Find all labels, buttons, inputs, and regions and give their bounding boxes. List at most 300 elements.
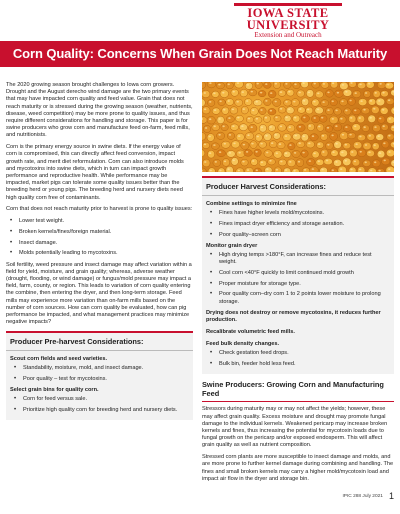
corn-kernel xyxy=(207,116,215,124)
corn-kernel xyxy=(352,159,360,166)
corn-kernel xyxy=(307,159,315,166)
corn-kernel xyxy=(386,98,394,105)
kernel-highlight xyxy=(317,93,319,95)
kernel-highlight xyxy=(332,100,334,102)
kernel-highlight xyxy=(345,160,347,162)
corn-kernel xyxy=(283,133,291,141)
kernel-highlight xyxy=(252,109,254,111)
corn-kernel xyxy=(230,124,238,131)
corn-kernel xyxy=(292,115,300,122)
corn-kernel xyxy=(245,133,254,140)
kernel-highlight xyxy=(252,160,254,162)
list-item: • Corn for feed versus sale. xyxy=(14,396,189,403)
kernel-highlight xyxy=(309,125,311,127)
kernel-highlight xyxy=(247,84,249,86)
kernel-highlight xyxy=(238,135,240,137)
swine-paragraph-1: Stressors during maturity may or may not affect the yields; however, these may affect grain quality. Excess moisture and drought may promote fungal damage to the individual kernels. Weakened pericarp may increase broken kernels and fines, thus increasing the potential for mycotoxin loads due to fungal growth on the pericarp and/or exposed endosperm. This will affect grain quality as well as nutrient composition. xyxy=(202,406,388,449)
corn-kernels-photo xyxy=(202,82,394,172)
kernel-highlight xyxy=(335,143,337,145)
kernel-highlight xyxy=(332,118,334,120)
kernel-highlight xyxy=(349,100,351,102)
corn-kernel xyxy=(321,149,328,157)
kernel-highlight xyxy=(382,92,384,94)
corn-kernel xyxy=(274,115,281,122)
kernel-highlight xyxy=(288,108,290,110)
corn-kernel xyxy=(284,115,291,122)
kernel-highlight xyxy=(373,108,375,110)
corn-kernel xyxy=(217,132,225,139)
kernel-highlight xyxy=(342,84,344,86)
kernel-highlight xyxy=(224,161,226,163)
kernel-highlight xyxy=(314,83,316,85)
list-item: • High drying temps >180°F, can increase fines and reduce test weight. xyxy=(210,252,390,266)
list-item: • Bulk bin, feeder hold less feed. xyxy=(210,361,390,368)
corn-kernel xyxy=(283,151,291,158)
corn-kernel xyxy=(334,108,342,115)
kernel-highlight xyxy=(368,83,370,85)
kernel-highlight xyxy=(327,127,329,129)
publication-id: IPIC 288 July 2021 xyxy=(342,493,383,499)
corn-kernel xyxy=(272,99,281,107)
kernel-highlight xyxy=(228,100,230,102)
list-item: • Lower test weight. xyxy=(10,218,193,225)
kernel-highlight xyxy=(383,142,385,144)
corn-kernel xyxy=(202,150,205,157)
harvest-sub-1: Combine settings to minimize fine xyxy=(206,201,297,207)
kernel-highlight xyxy=(241,125,243,127)
corn-kernel xyxy=(241,142,249,150)
corn-kernel xyxy=(236,168,244,172)
corn-kernel xyxy=(277,142,285,149)
corn-kernel xyxy=(343,89,352,96)
corn-kernel xyxy=(226,82,233,89)
kernel-highlight xyxy=(387,84,389,86)
kernel-highlight xyxy=(280,91,282,93)
right-column-top xyxy=(202,176,394,487)
kernel-highlight xyxy=(265,83,267,85)
kernel-highlight xyxy=(265,135,267,137)
corn-kernel xyxy=(264,98,272,106)
corn-kernel xyxy=(255,82,262,89)
corn-kernel xyxy=(373,124,381,132)
corn-kernel xyxy=(248,124,257,132)
corn-kernel xyxy=(208,99,215,106)
kernel-highlight xyxy=(232,125,234,127)
kernel-highlight xyxy=(354,110,356,112)
kernel-highlight xyxy=(355,143,357,145)
kernel-highlight xyxy=(204,144,206,146)
corn-kernel xyxy=(352,124,361,131)
corn-kernel xyxy=(241,106,248,114)
kernel-highlight xyxy=(247,134,249,136)
corn-kernel xyxy=(263,82,271,88)
kernel-highlight xyxy=(271,142,273,144)
corn-kernel xyxy=(391,160,394,167)
kernel-highlight xyxy=(307,109,309,111)
kernel-highlight xyxy=(219,100,221,102)
kernel-highlight xyxy=(354,125,356,127)
kernel-highlight xyxy=(355,92,357,94)
corn-kernel xyxy=(218,168,225,172)
corn-kernel xyxy=(381,91,389,97)
kernel-highlight xyxy=(229,134,231,136)
corn-kernel xyxy=(371,106,379,114)
corn-kernel xyxy=(297,90,305,97)
corn-kernel xyxy=(324,158,333,165)
kernel-highlight xyxy=(265,100,267,102)
corn-kernel xyxy=(301,150,308,157)
kernel-highlight xyxy=(335,125,337,127)
isu-logo xyxy=(234,3,342,40)
list-item: • Standability, moisture, mold, and insect damage. xyxy=(14,365,189,372)
corn-kernel xyxy=(213,159,221,166)
kernel-highlight xyxy=(260,109,262,111)
corn-kernel xyxy=(231,158,238,166)
corn-kernel xyxy=(227,151,236,158)
corn-kernel xyxy=(297,141,305,148)
kernel-highlight xyxy=(285,152,287,154)
kernel-highlight xyxy=(374,144,376,146)
corn-kernel xyxy=(343,158,351,166)
kernel-highlight xyxy=(388,99,390,101)
corn-kernel xyxy=(264,150,273,158)
corn-kernel xyxy=(343,143,351,149)
corn-kernel xyxy=(316,159,324,166)
kernel-highlight xyxy=(289,161,291,163)
kernel-highlight xyxy=(270,92,272,94)
list-item: • Fines have higher levels mold/mycotoxins. xyxy=(210,210,390,217)
list-item: • Molds potentially leading to mycotoxins. xyxy=(10,250,193,257)
kernel-highlight xyxy=(289,144,291,146)
corn-kernel xyxy=(325,125,332,132)
list-item: • Poor quality–screen corn xyxy=(210,232,390,239)
corn-kernel xyxy=(293,133,301,140)
corn-kernel xyxy=(306,107,313,114)
kernel-highlight xyxy=(360,151,362,153)
kernel-highlight xyxy=(350,82,352,84)
corn-kernel xyxy=(239,124,247,131)
kernel-highlight xyxy=(365,92,367,94)
kernel-highlight xyxy=(233,143,235,145)
kernel-highlight xyxy=(293,170,295,172)
kernel-highlight xyxy=(280,126,282,128)
corn-kernel xyxy=(306,90,313,98)
kernel-highlight xyxy=(209,152,211,154)
corn-kernel xyxy=(221,124,228,131)
kernel-highlight xyxy=(242,91,244,93)
kernel-highlight xyxy=(280,161,282,163)
page-title: Corn Quality: Concerns When Grain Does Not Reach Maturity xyxy=(12,46,388,61)
kernel-highlight xyxy=(374,126,376,128)
kernel-highlight xyxy=(302,152,304,154)
kernel-highlight xyxy=(270,126,272,128)
kernel-highlight xyxy=(294,117,296,119)
corn-kernel xyxy=(321,100,329,107)
corn-kernel xyxy=(202,142,209,148)
quality-issues-list xyxy=(10,218,193,258)
kernel-highlight xyxy=(388,151,390,153)
kernel-highlight xyxy=(304,169,306,171)
corn-kernel xyxy=(372,143,379,150)
corn-kernel xyxy=(315,91,323,98)
kernel-highlight xyxy=(364,126,366,128)
kernel-highlight xyxy=(318,160,320,162)
corn-kernel xyxy=(385,82,394,89)
corn-kernel xyxy=(245,82,253,89)
kernel-highlight xyxy=(229,152,231,154)
kernel-highlight xyxy=(289,126,291,128)
corn-kernel xyxy=(212,108,220,115)
kernel-highlight xyxy=(257,136,259,138)
corn-kernel xyxy=(253,100,262,106)
kernel-highlight xyxy=(204,92,206,94)
kernel-highlight xyxy=(261,161,263,163)
corn-kernel xyxy=(226,99,234,106)
kernel-highlight xyxy=(369,135,371,137)
corn-kernel xyxy=(246,116,254,123)
corn-kernel xyxy=(377,150,385,158)
corn-kernel xyxy=(287,159,295,167)
kernel-highlight xyxy=(222,125,224,127)
kernel-highlight xyxy=(280,108,282,110)
corn-kernel xyxy=(217,150,226,157)
kernel-highlight xyxy=(299,126,301,128)
corn-kernel xyxy=(202,168,206,172)
corn-kernel xyxy=(335,90,344,97)
kernel-highlight xyxy=(251,143,253,145)
left-column xyxy=(6,82,193,420)
corn-kernel xyxy=(334,141,342,149)
kernel-highlight xyxy=(378,135,380,137)
kernel-highlight xyxy=(370,170,372,172)
corn-kernel xyxy=(311,115,320,122)
kernel-highlight xyxy=(285,117,287,119)
kernel-highlight xyxy=(294,152,296,154)
kernel-highlight xyxy=(350,117,352,119)
intro-paragraph-2: Corn is the primary energy source in swine diets. If the energy value of corn is compromised, this can directly affect feed conversion, impact growth rate, and merit diet reformulation. Corn can also introduce molds and mycotoxins into swine diets, which in turn can impact growth performance and reproductive health. While performance may be impacted, market pigs can tolerate some quality issues better than the breeding herd or young pigs. The breeding herd and nursery diets need high quality corn free of contaminants. xyxy=(6,144,184,201)
corn-kernel xyxy=(259,124,266,132)
corn-kernel xyxy=(226,116,234,123)
corn-kernel xyxy=(202,117,207,124)
corn-kernel xyxy=(326,107,334,115)
corn-kernel xyxy=(278,90,286,97)
corn-kernel xyxy=(368,115,376,123)
corn-kernel xyxy=(273,133,280,140)
kernel-highlight xyxy=(303,100,305,102)
kernel-highlight xyxy=(332,169,334,171)
kernel-highlight xyxy=(247,169,249,171)
list-item: • Cool corn <40°F quickly to limit continued mold growth xyxy=(210,270,390,277)
corn-kernel xyxy=(382,141,389,148)
kernel-highlight xyxy=(237,117,239,119)
harvest-box xyxy=(202,176,394,374)
corn-kernel xyxy=(391,89,394,96)
kernel-highlight xyxy=(349,134,351,136)
corn-kernel xyxy=(222,107,229,114)
kernel-highlight xyxy=(214,125,216,127)
corn-kernel xyxy=(217,116,224,124)
corn-kernel xyxy=(368,168,377,172)
kernel-highlight xyxy=(359,169,361,171)
kernel-highlight xyxy=(223,109,225,111)
kernel-highlight xyxy=(360,100,362,102)
corn-kernel xyxy=(363,142,371,150)
corn-kernel xyxy=(367,133,375,140)
corn-kernel xyxy=(340,82,349,90)
corn-kernel xyxy=(296,159,304,167)
kernel-highlight xyxy=(285,135,287,137)
kernel-highlight xyxy=(257,83,259,85)
kernel-highlight xyxy=(255,151,257,153)
corn-kernel xyxy=(357,134,365,141)
kernel-highlight xyxy=(337,92,339,94)
kernel-highlight xyxy=(219,170,221,172)
kernel-highlight xyxy=(233,91,235,93)
kernel-highlight xyxy=(261,126,263,128)
kernel-highlight xyxy=(246,100,248,102)
corn-kernel xyxy=(376,98,385,106)
kernel-highlight xyxy=(332,82,334,84)
list-item: • Poor quality – test for mycotoxins. xyxy=(14,376,189,383)
kernel-highlight xyxy=(302,82,304,84)
corn-kernel xyxy=(259,160,267,167)
harvest-sub-2: Monitor grain dryer xyxy=(206,242,258,249)
corn-kernel xyxy=(339,116,347,124)
kernel-highlight xyxy=(237,82,239,84)
kernel-highlight xyxy=(351,151,353,153)
kernel-highlight xyxy=(312,135,314,137)
kernel-highlight xyxy=(265,117,267,119)
harvest-heading: Producer Harvest Considerations: xyxy=(202,178,394,196)
corn-kernel xyxy=(264,133,272,141)
corn-kernel xyxy=(208,150,215,158)
corn-kernel xyxy=(326,90,334,98)
corn-kernel xyxy=(269,141,277,148)
corn-kernel xyxy=(301,115,309,123)
kernel-highlight xyxy=(293,101,295,103)
corn-kernel xyxy=(259,141,267,148)
kernel-highlight xyxy=(232,109,234,111)
corn-kernel xyxy=(364,91,371,98)
kernel-highlight xyxy=(327,144,329,146)
kernel-highlight xyxy=(345,110,347,112)
kernel-highlight xyxy=(368,151,370,153)
corn-kernel xyxy=(362,125,369,132)
corn-kernel xyxy=(381,124,388,131)
kernel-highlight xyxy=(313,153,315,155)
preharvest-box xyxy=(6,331,193,420)
corn-kernel xyxy=(298,107,306,114)
kernel-highlight xyxy=(388,135,390,137)
kernel-highlight xyxy=(379,152,381,154)
kernel-highlight xyxy=(248,118,250,120)
kernel-highlight xyxy=(233,160,235,162)
kernel-highlight xyxy=(209,136,211,138)
kernel-highlight xyxy=(322,151,324,153)
corn-kernel xyxy=(235,115,243,122)
corn-kernel xyxy=(340,132,349,140)
preharvest-heading: Producer Pre-harvest Considerations: xyxy=(6,333,193,351)
intro-paragraph-1: The 2020 growing season brought challenges to Iowa corn growers. Drought and the August derecho wind damage are the two primary events that may have impacted corn quality and feed value. Grain that does not reach maturity or is stressed during the growing season (weather, nutrients, disease, weed competition) may be more prone to quality issues, and thus require different considerations for handling and storage. This paper is for swine producers who grow corn and manufacture feed on-farm, feed mills, and nutritionists. xyxy=(6,82,193,139)
kernel-highlight xyxy=(204,108,206,110)
kernel-highlight xyxy=(270,110,272,112)
kernel-highlight xyxy=(378,100,380,102)
corn-kernel xyxy=(231,141,239,148)
corn-kernel xyxy=(287,125,295,133)
corn-kernel xyxy=(278,159,286,166)
corn-kernel xyxy=(320,133,328,140)
corn-kernel xyxy=(244,150,253,157)
kernel-highlight xyxy=(341,151,343,153)
corn-kernel xyxy=(358,99,367,106)
kernel-highlight xyxy=(345,91,347,93)
kernel-highlight xyxy=(238,170,240,172)
corn-kernel xyxy=(211,143,219,150)
corn-kernel xyxy=(377,116,385,124)
corn-kernel xyxy=(330,132,338,140)
list-item: • Poor quality corn–dry corn 1 to 2 points lower moisture to prolong storage. xyxy=(210,291,390,305)
corn-kernel xyxy=(333,159,341,166)
kernel-highlight xyxy=(213,92,215,94)
corn-kernel xyxy=(376,134,384,141)
corn-kernel xyxy=(387,116,394,123)
corn-kernel xyxy=(212,124,220,131)
kernel-highlight xyxy=(237,101,239,103)
corn-kernel xyxy=(312,82,320,88)
corn-kernel xyxy=(230,107,238,114)
kernel-highlight xyxy=(308,92,310,94)
kernel-highlight xyxy=(388,168,390,170)
kernel-highlight xyxy=(276,152,278,154)
corn-kernel xyxy=(268,159,276,165)
kernel-highlight xyxy=(238,152,240,154)
corn-kernel xyxy=(274,150,283,158)
corn-kernel xyxy=(377,82,386,89)
corn-kernel xyxy=(287,89,294,96)
kernel-highlight xyxy=(228,83,230,85)
corn-kernel xyxy=(249,89,257,96)
kernel-highlight xyxy=(288,91,290,93)
corn-kernel xyxy=(340,99,348,106)
corn-kernel xyxy=(382,158,390,165)
logo-line-3: Extension and Outreach xyxy=(254,31,322,39)
kernel-highlight xyxy=(303,117,305,119)
kernel-highlight xyxy=(332,151,334,153)
corn-kernel xyxy=(372,160,380,167)
corn-kernel xyxy=(301,134,309,142)
kernel-highlight xyxy=(322,135,324,137)
kernel-highlight xyxy=(285,169,287,171)
corn-kernel xyxy=(268,90,276,98)
corn-kernel xyxy=(386,149,394,157)
kernel-highlight xyxy=(256,169,258,171)
corn-kernel xyxy=(373,90,380,97)
corn-kernel xyxy=(241,159,248,166)
corn-kernel xyxy=(207,134,214,142)
kernel-highlight xyxy=(363,109,365,111)
kernel-highlight xyxy=(382,109,384,111)
corn-kernel xyxy=(218,99,225,106)
kernel-highlight xyxy=(222,92,224,94)
corn-kernel xyxy=(212,91,219,97)
kernel-highlight xyxy=(340,168,342,170)
kernel-highlight xyxy=(317,109,319,111)
kernel-highlight xyxy=(209,82,211,84)
swine-heading: Swine Producers: Growing Corn and Manufacturing Feed xyxy=(202,380,394,402)
kernel-highlight xyxy=(350,169,352,171)
corn-kernel xyxy=(202,90,210,97)
corn-kernel xyxy=(250,107,258,115)
